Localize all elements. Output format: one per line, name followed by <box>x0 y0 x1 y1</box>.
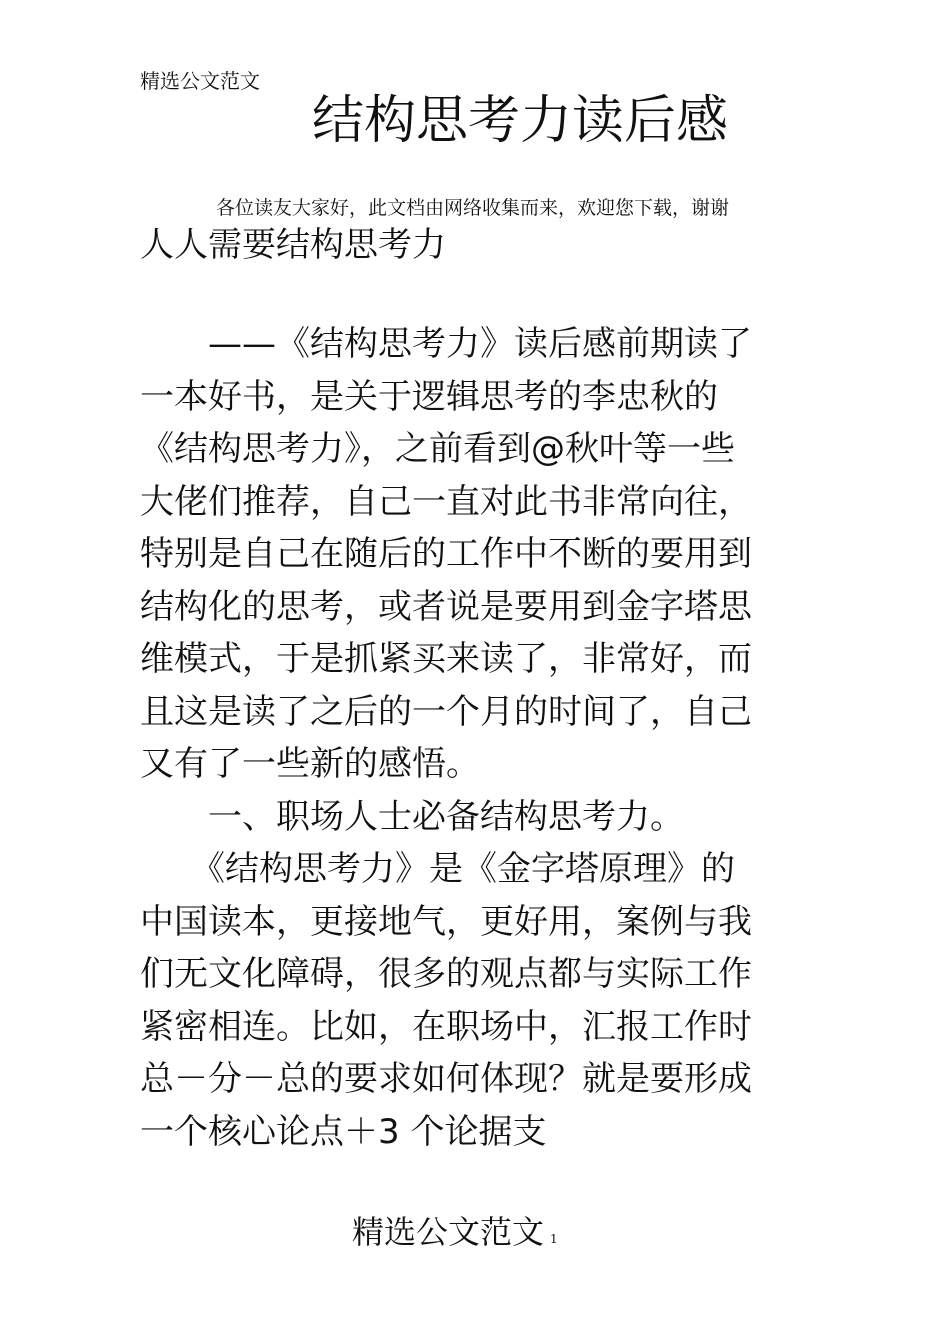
page-footer <box>352 1210 558 1254</box>
body-line: 大佬们推荐，自己一直对此书非常向往， <box>140 481 752 522</box>
document-title: 结构思考力读后感 <box>312 91 729 151</box>
body-line: 紧密相连。比如，在职场中，汇报工作时 <box>140 1006 752 1047</box>
body-text <box>140 318 840 1158</box>
footer-label: 精选公文范文 <box>352 1213 545 1251</box>
body-line: 一个核心论点＋3 个论据支 <box>140 1111 547 1152</box>
body-line: 维模式，于是抓紧买来读了，非常好，而 <box>140 639 752 679</box>
body-line: 又有了一些新的感悟。 <box>140 744 480 784</box>
body-line: 特别是自己在随后的工作中不断的要用到 <box>140 534 752 574</box>
body-line: 总－分－总的要求如何体现？就是要形成 <box>140 1059 752 1099</box>
section-heading: 一、职场人士必备结构思考力。 <box>140 796 684 837</box>
document-subtitle: 人人需要结构思考力 <box>140 225 446 265</box>
body-line: 们无文化障碍，很多的观点都与实际工作 <box>140 954 752 994</box>
greeting-line: 各位读友大家好，此文档由网络收集而来，欢迎您下载，谢谢 <box>216 197 730 219</box>
header-label: 精选公文范文 <box>140 69 260 93</box>
body-line: 《结构思考力》，之前看到@秋叶等一些 <box>140 429 735 469</box>
body-line: 中国读本，更接地气，更好用，案例与我 <box>140 901 752 942</box>
page-number: 1 <box>550 1232 558 1246</box>
body-line: 且这是读了之后的一个月的时间了，自己 <box>140 691 752 732</box>
body-line: ——《结构思考力》读后感前期读了 <box>140 324 752 364</box>
body-line: 一本好书，是关于逻辑思考的李忠秋的 <box>140 376 718 417</box>
body-line: 结构化的思考，或者说是要用到金字塔思 <box>140 586 752 627</box>
body-line: 《结构思考力》是《金字塔原理》的 <box>140 849 735 889</box>
